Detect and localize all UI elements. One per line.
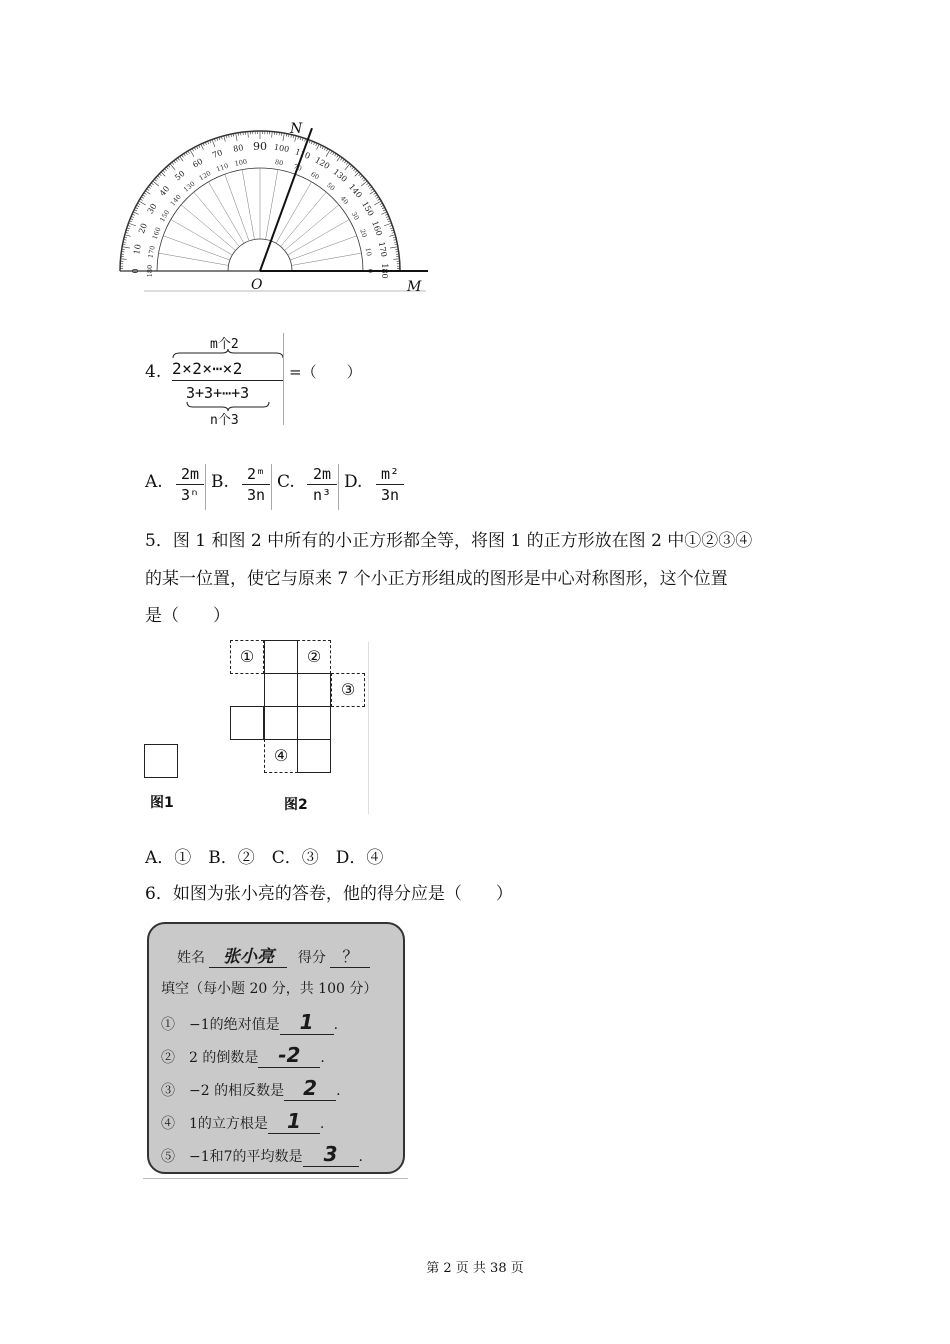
protractor-outer-tick-label: 40 [157, 184, 172, 198]
protractor-outer-tick-label: 30 [145, 202, 159, 216]
protractor-outer-tick-label: 100 [273, 142, 290, 155]
q4-option-c: 2m n³ [307, 465, 337, 504]
label-o: O [251, 277, 263, 293]
protractor-outer-tick-label: 150 [360, 199, 376, 218]
card-heading: 填空（每小题 20 分，共 100 分） [161, 981, 378, 997]
protractor-inner-tick-label: 60 [309, 170, 321, 182]
card-item: ① −1的绝对值是 1 . [161, 1010, 339, 1034]
q4-option-b: 2ᵐ 3n [242, 465, 270, 504]
protractor-outer-tick-label: 10 [132, 243, 143, 256]
fig2-square [264, 706, 298, 740]
q4-expression [170, 333, 285, 428]
q4-numerator: 2×2×⋯×2 [172, 359, 243, 378]
protractor-outer-tick-label: 60 [191, 156, 205, 170]
protractor-inner-tick-label: 180 [146, 264, 154, 278]
fig2-square [264, 640, 298, 674]
q4-denominator: 3+3+⋯+3 [186, 384, 250, 402]
card-item: ③ −2 的相反数是 2 . [161, 1076, 341, 1100]
protractor-outer-tick-label: 140 [347, 182, 364, 200]
q5-figures [140, 632, 375, 815]
q5-line2: 的某一位置，使它与原来 7 个小正方形组成的图形是中心对称图形，这个位置 [145, 569, 728, 589]
card-item: ⑤ −1和7的平均数是 3 . [161, 1142, 363, 1166]
protractor-inner-tick-label: 50 [324, 181, 337, 193]
q6-text: 6．如图为张小亮的答卷，他的得分应是（ ） [145, 884, 513, 904]
fig2-square [297, 706, 331, 740]
q5-options: A．① B．② C．③ D．④ [145, 848, 384, 868]
protractor-outer-tick-label: 0 [131, 268, 140, 274]
protractor-outer-tick-label: 110 [293, 147, 312, 161]
q4-top-brace-label: m个2 [210, 337, 239, 352]
protractor-inner-tick-label: 80 [274, 158, 284, 168]
position-1: ① [230, 640, 264, 674]
fig2-square [230, 706, 264, 740]
name-label: 姓名 [177, 950, 205, 966]
q4-option-b-letter: B. [211, 472, 229, 492]
protractor-inner-tick-label: 120 [197, 169, 213, 183]
protractor-inner-tick-label: 0 [366, 268, 374, 274]
protractor-inner-tick-label: 140 [168, 192, 183, 208]
protractor-inner-tick-label: 100 [234, 157, 248, 168]
protractor-outer-tick-label: 80 [232, 143, 245, 154]
fig2-label: 图2 [284, 797, 308, 813]
score-label: 得分 [297, 950, 326, 966]
protractor-inner-tick-label: 20 [358, 228, 369, 239]
position-2: ② [297, 640, 331, 674]
q4-number: 4. [145, 362, 162, 382]
q4-option-a: 2m 3ⁿ [176, 465, 204, 504]
score-value: ？ [330, 944, 370, 968]
fig2-square [297, 739, 331, 773]
protractor-outer-tick-label: 20 [137, 222, 149, 235]
q4-bottom-brace-label: n个3 [210, 413, 239, 428]
protractor-outer-tick-label: 170 [376, 241, 389, 258]
protractor-inner-tick-label: 150 [158, 208, 172, 224]
protractor-outer-tick-label: 180 [380, 263, 389, 279]
name-value: 张小亮 [209, 942, 287, 968]
protractor-outer-tick-label: 120 [313, 155, 332, 171]
q4-option-d: m² 3n [376, 465, 404, 504]
protractor-inner-tick-label: 30 [349, 210, 361, 222]
protractor-inner-tick-label: 160 [150, 226, 163, 241]
card-item: ④ 1的立方根是 1 . [161, 1109, 325, 1133]
card-item: ② 2 的倒数是 -2 . [161, 1043, 325, 1067]
protractor-outer-tick-label: 160 [370, 219, 384, 238]
protractor-outer-tick-label: 90 [253, 140, 267, 153]
label-n: N [290, 121, 303, 137]
protractor-inner-tick-label: 130 [181, 179, 197, 194]
answer-sheet-card [147, 922, 405, 1174]
q4-option-c-letter: C. [277, 472, 295, 492]
protractor-outer-tick-label: 70 [211, 148, 224, 160]
fig2-square [297, 673, 331, 707]
page-footer: 第 2 页 共 38 页 [426, 1261, 524, 1276]
position-3: ③ [331, 673, 365, 707]
protractor-inner-tick-label: 40 [338, 194, 350, 207]
q5-line1: 5．图 1 和图 2 中所有的小正方形都全等，将图 1 的正方形放在图 2 中①②③④ [145, 531, 753, 551]
fig1-square [144, 744, 178, 778]
protractor-inner-tick-label: 170 [146, 245, 157, 259]
fig1-label: 图1 [150, 795, 174, 811]
protractor-figure [131, 115, 440, 300]
q5-line3: 是（ ） [145, 606, 230, 626]
protractor-outer-tick-label: 50 [173, 168, 187, 183]
position-4: ④ [264, 739, 298, 773]
q4-option-d-letter: D. [344, 472, 363, 492]
protractor-inner-tick-label: 70 [292, 162, 303, 173]
label-m: M [407, 279, 422, 295]
fig2-square [264, 673, 298, 707]
q4-suffix: =（ ） [289, 363, 362, 381]
protractor-inner-tick-label: 110 [215, 161, 230, 174]
q4-option-a-letter: A. [145, 472, 163, 492]
protractor-outer-tick-label: 130 [331, 167, 349, 184]
protractor-inner-tick-label: 10 [363, 247, 373, 257]
